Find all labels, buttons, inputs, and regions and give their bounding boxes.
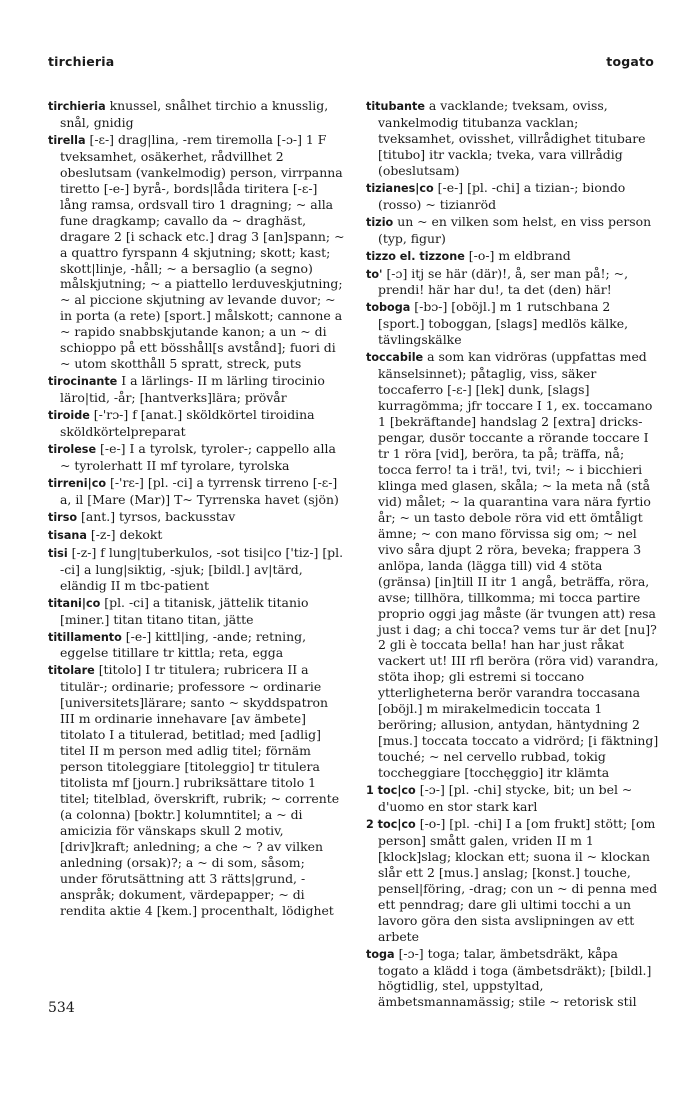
running-header — [48, 54, 654, 76]
dictionary-entry — [366, 299, 659, 348]
dictionary-entry — [366, 266, 659, 299]
headword: toga — [366, 947, 395, 961]
dictionary-entry — [48, 629, 346, 662]
page-number: 534 — [48, 1000, 75, 1016]
dictionary-entry — [48, 132, 346, 372]
headword: 2 toc|co — [366, 817, 416, 831]
dictionary-entry — [48, 98, 346, 131]
entry-text: [-o-] m eldbrand — [468, 247, 571, 263]
entry-text: [-z-] f lung|tuberkulos, -sot tisi|co ['tiz-] [pl. -ci] a lung|siktig, -sjuk; [bildl.] av|tärd, eländig II m tbc-patient — [60, 544, 344, 593]
guide-word-left: tirchieria — [48, 54, 115, 69]
entry-text: [-'rɔ-] f [anat.] sköldkörtel tiroidina sköldkörtelpreparat — [60, 407, 315, 440]
dictionary-entry — [48, 527, 346, 544]
headword: tirso — [48, 510, 78, 524]
entry-text: [-e-] I a tyrolsk, tyroler-; cappello alla ~ tyrolerhatt II mf tyrolare, tyrolska — [60, 441, 336, 473]
dictionary-entry — [366, 946, 659, 1011]
dictionary-entry — [48, 662, 346, 918]
headword: tirchieria — [48, 100, 106, 113]
entry-text: a vacklande; tveksam, oviss, vankelmodig titubanza vacklan; tveksamhet, ovisshet, villrådighet titubare [titubo] itr vackla; tveka, vara villrådig (obeslutsam) — [378, 98, 646, 178]
entry-text: [-e-] kittl|ing, -ande; retning, eggelse titillare tr kittla; reta, egga — [60, 628, 307, 661]
headword: tizianes|co — [366, 181, 434, 195]
headword: tirreni|co — [48, 476, 107, 490]
entry-text: [ant.] tyrsos, backusstav — [81, 508, 236, 524]
headword: tizzo el. tizzone — [366, 249, 465, 263]
dictionary-entry — [366, 180, 659, 213]
dictionary-entry — [366, 816, 659, 945]
headword: tizio — [366, 215, 394, 229]
dictionary-entry — [48, 595, 346, 628]
entry-text: [titolo] I tr titulera; rubricera II a titulär-; ordinarie; professore ~ ordinarie [universitets]lärare; santo ~ skyddspatron III m ordinarie innehavare [av ämbete] titolato I a titulerad, betitlad; med [adlig] titel II m person med adlig titel; förnäm person titoleggiare [titoleggio] tr titulera titolista mf [journ.] rubriksättare titolo 1 titel; titelblad, överskrift, rubrik; ~ corrente (a colonna) [boktr.] kolumntitel; a ~ di amicizia för vänskaps skull 2 motiv, [driv]kraft; anledning; a che ~ ? av vilken anledning (orsak)?; a ~ di som, såsom; under förutsättning att 3 rätts|grund, -anspråk; dokument, värdepapper; ~ di rendita aktie 4 [kem.] procenthalt, lödighet — [60, 662, 340, 918]
entry-text: [-ɔ-] toga; talar, ämbetsdräkt, kåpa togato a klädd i toga (ämbetsdräkt); [bildl.] högtidlig, stel, uppstyltad, ämbetsmannamässig; stile ~ retorisk stil — [378, 945, 652, 1010]
headword: toccabile — [366, 351, 424, 365]
left-column — [48, 98, 346, 920]
headword: to' — [366, 267, 383, 281]
entry-text: [pl. -ci] a titanisk, jättelik titanio [miner.] titan titano titan, jätte — [60, 594, 309, 627]
entry-text: a som kan vidröras (uppfattas med känselsinnet); påtaglig, viss, säker toccaferro [-ɛ-] [lek] dunk, [slags] kurragömma; jfr toccare I 1, ex. toccamano 1 [bekräftande] handslag 2 [extra] dricks-pengar, dusör toccante a rörande toccare I tr 1 röra [vid], beröra, ta på; träffa, nå; tocca ferro! ta i trä!, tvi, tvi!; ~ i bicchieri klinga med glasen, skåla; ~ la meta nå (stå vid) målet; ~ la quarantina vara nära fyrtio år; ~ un tasto debole röra vid ett ömtåligt ämne; ~ con mano förvissa sig om; ~ nel vivo såra djupt 2 röra, beveka; frappera 3 anlöpa, landa (lägga till) vid 4 stöta (gränsa) [in]till II itr 1 angå, beträffa, röra, avse; tillhöra, tillkomma; mi tocca partire proprio oggi jag måste (är tvungen att) resa just i dag; a chi tocca? vems tur är det [nu]? 2 gli è toccata bella! han har just råkat vackert ut! III rfl beröra (röra vid) varandra, stöta ihop; gli estremi si toccano ytterligheterna berör varandra toccasana [oböjl.] m mirakelmedicin toccata 1 beröring; allusion, antydan, häntydning 2 [mus.] toccata toccato a vidrörd; [i fäktning] touché; ~ nel cervello rubbad, tokig toccheggiare [tocchęggio] itr klämta — [378, 349, 659, 781]
entry-text: [-ɛ-] drag|lina, -rem tiremolla [-ɔ-] 1 F tveksamhet, osäkerhet, rådvillhet 2 obeslutsam (vankelmodig) person, virrpanna tiretto [-e-] byrå-, bords|låda tiritera [-ɛ-] lång ramsa, ordsvall tiro 1 dragning; ~ alla fune dragkamp; cavallo da ~ draghäst, dragare 2 [i schack etc.] drag 3 [an]spann; ~ a quattro fyrspann 4 skjutning; skott; kast; skott|linje, -håll; ~ a bersaglio (a segno) målskjutning; ~ a piattello lerduveskjutning; ~ al piccione skjutning av levande duvor; ~ in porta (a rete) [sport.] målskott; cannone a ~ rapido snabbskjutande kanon; a un ~ di schioppo på ett bösshåll[s avstånd]; fuori di ~ utom skotthåll 5 spratt, streck, puts — [60, 131, 345, 372]
dictionary-entry — [48, 407, 346, 440]
dictionary-entry — [48, 441, 346, 474]
entry-text: knussel, snålhet tirchio a knusslig, snål, gnidig — [60, 98, 329, 130]
dictionary-entry — [366, 214, 659, 247]
entry-text: I a lärlings- II m lärling tirocinio läro|tid, -år; [hantverks]lära; prövår — [60, 373, 325, 406]
headword: tirella — [48, 133, 86, 147]
headword: titani|co — [48, 596, 101, 610]
entry-text: un ~ en vilken som helst, en viss person (typ, figur) — [378, 213, 652, 246]
dictionary-entry — [48, 475, 346, 508]
headword: 1 toc|co — [366, 784, 416, 798]
headword: titillamento — [48, 630, 122, 644]
guide-word-right: togato — [606, 54, 654, 69]
entry-text: [-e-] [pl. -chi] a tizian-; biondo (rosso) ~ tizianröd — [378, 179, 626, 212]
headword: titubante — [366, 100, 425, 113]
dictionary-entry — [366, 248, 659, 265]
dictionary-entry — [366, 782, 659, 815]
headword: titolare — [48, 664, 95, 678]
headword: tirolese — [48, 443, 97, 457]
entry-text: [-ɔ] itj se här (där)!, å, ser man på!; ~, prendi! här har du!, ta det (den) här! — [378, 265, 629, 298]
dictionary-entry — [366, 349, 659, 781]
entry-text: [-z-] dekokt — [90, 526, 163, 542]
dictionary-entry — [48, 373, 346, 406]
right-column — [366, 98, 659, 1011]
headword: tisana — [48, 528, 87, 542]
headword: tiroide — [48, 409, 90, 423]
dictionary-entry — [366, 98, 659, 179]
headword: toboga — [366, 301, 411, 315]
entry-text: [-'rɛ-] [pl. -ci] a tyrrensk tirreno [-ɛ-] a, il [Mare (Mar)] T~ Tyrrenska havet (sjön) — [60, 474, 339, 507]
entry-text: [-ɔ-] [pl. -chi] stycke, bit; un bel ~ d'uomo en stor stark karl — [378, 782, 633, 814]
dictionary-entry — [48, 545, 346, 594]
entry-text: [-bɔ-] [oböjl.] m 1 rutschbana 2 [sport.] toboggan, [slags] medlös kälke, tävlingskälke — [378, 299, 629, 348]
headword: tisi — [48, 546, 68, 560]
headword: tirocinante — [48, 375, 118, 389]
dictionary-entry — [48, 509, 346, 526]
entry-text: [-o-] [pl. -chi] I a [om frukt] stött; [om person] smått galen, vriden II m 1 [klock]slag; klockan ett; suona il ~ klockan slår ett 2 [mus.] anslag; [konst.] touche, pensel|föring, -drag; con un ~ di penna med ett penndrag; dare gli ultimi tocchi a un lavoro göra den sista avslipningen av ett arbete — [378, 815, 658, 944]
